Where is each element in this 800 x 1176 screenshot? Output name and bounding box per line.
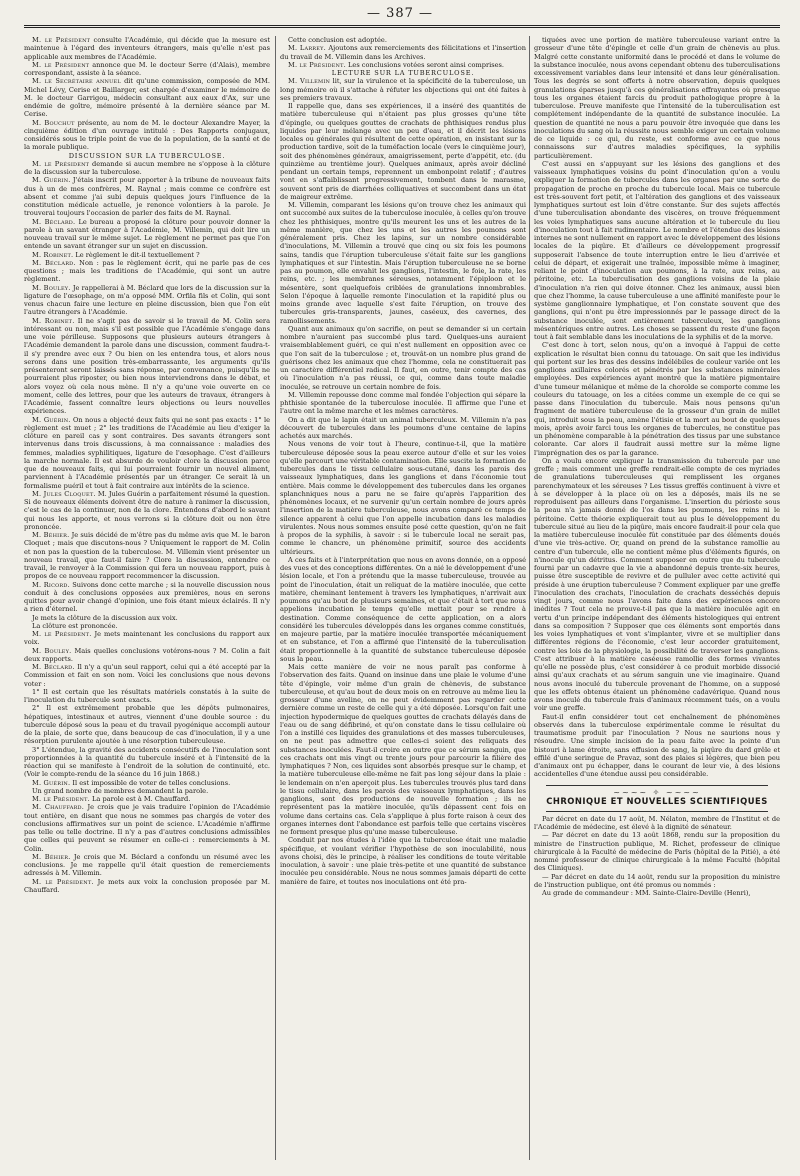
paragraph-text: Quant aux animaux qu'on sacrifie, on peut se demander si un certain nombre n'auraient pas succombé plus tard. Quelques-uns auraient vraisemblablement guéri, ce qui n'est nullement en opposition avec ce que l'on sait de la tuberculose ; et, trouvât-on un nombre plus grand de guérisons chez les animaux que chez l'homme, cela ne constituerait pas un caractère différentiel radical. Il faut, en outre, tenir compte des cas où l'inoculation n'a pas réussi, ce qui, comme dans toute maladie inoculée, se retrouve un certain nombre de fois. — [280, 324, 526, 391]
speaker-name: M. Béclard. — [32, 217, 76, 226]
paragraph-text: C'est aussi en s'appuyant sur les lésions des ganglions et des vaisseaux lymphatiques voisins du point d'inoculation qu'on a voulu expliquer la formation de tubercules dans les organes par une sorte de propagation de proche en proche du tubercule local. Mais ce tubercule est très-souvent fort petit, et l'altération des ganglions et des vaisseaux lymphatiques surtout est loin d'être constante. Sur des sujets affectés d'une tuberculisation abondante des viscères, on trouve fréquemment les voies lymphatiques sans aucune altération et le tubercule du lieu d'inoculation tout à fait rudimentaire. Le nombre et l'étendue des lésions internes ne sont nullement en rapport avec le développement des lésions locales de la piqûre. Et d'ailleurs ce développement progressif supposerait l'absence de toute interruption entre le lieu d'arrivée et celui de départ, et exigerait une traînée, impossible même à imaginer, reliant le point d'inoculation aux poumons, à la rate, aux reins, au péritoine, etc. La tuberculisation des ganglions voisins de la plaie d'inoculation n'a rien qui doive étonner. Chez les animaux, aussi bien que chez l'homme, la cause tuberculeuse a une affinité manifeste pour le système ganglionnaire lymphatique, et l'on constate souvent que des ganglions, qui n'ont pu être impressionnés par le passage direct de la substance inoculée, sont entièrement tuberculeux, les ganglions mésentériques entre autres. Les choses se passent du reste d'une façon tout à fait semblable dans les inoculations de la syphilis et de la morve. — [534, 159, 780, 341]
paragraph — [24, 160, 270, 177]
paragraph-text: 3° L'étendue, la gravité des accidents consécutifs de l'inoculation sont proportionnées à la quantité du tubercule inséré et à l'intensité de la réaction qui se manifeste à l'endroit de la solution de continuité, etc. (Voir le compte-rendu de la séance du 16 juin 1868.) — [24, 745, 270, 779]
paragraph-text: Le règlement le dit-il textuellement ? — [73, 250, 200, 259]
paragraph — [24, 77, 270, 118]
speaker-name: M. Béclard. — [32, 663, 75, 671]
speaker-name: M. Bouley. — [32, 646, 72, 655]
page-number: — 387 — — [366, 6, 434, 21]
paragraph-text: M. Jules Guérin a parfaitement résumé la question. Si de nouveaux éléments doivent être de nature à ranimer la discussion, c'est le cas de la continuer, non de la clore. Entendons d'abord le savant qui nous les apporte, et nous verrons si la clôture doit ou non être prononcée. — [24, 489, 270, 531]
speaker-name: M. Villemin — [288, 77, 331, 86]
paragraph — [24, 218, 270, 251]
speaker-name: M. Béhier. — [32, 531, 70, 539]
speaker-name: M. le Secrétaire annuel — [32, 77, 121, 86]
paragraph-text: lit, sur la virulence et la spécificité de la tuberculose, un long mémoire où il s'attache à réfuter les objections qui ont été faites à ses premiers travaux. — [280, 77, 526, 102]
paragraph-text: Mais quelles conclusions votérons-nous ? M. Colin a fait deux rapports. — [24, 646, 270, 663]
paragraph-text: Au grade de commandeur : MM. Sainte-Claire-Deville (Henri), — [542, 889, 751, 897]
paragraph-text: Je suis décidé de m'être pas du même avis que M. le baron Cloquet ; mais que discutons-nous ? Uniquement le rapport de M. Colin et non pas la question de la tuberculose. M. Villemin vient présenter un nouveau travail, que faut-il faire ? Clore la discussion, entendre ce travail, le renvoyer à la Commission qui fera un nouveau rapport, puis à propos de ce nouveau rapport recommencer la discussion. — [24, 531, 270, 581]
column-right — [534, 36, 780, 1160]
paragraph-text: Les conclusions votées seront ainsi comprises. — [345, 60, 505, 69]
paragraph — [280, 836, 526, 886]
paragraph-text: Je rappellerai à M. Béclard que lors de la discussion sur la ligature de l'œsophage, on m'a opposé MM. Orfila fils et Colin, qui sont venus chacun faire une lecture en pleine discussion, bien que l'on eût l'autre étrangers à l'Académie. — [24, 283, 270, 317]
paragraph-text: C'est donc à tort, selon nous, qu'on a invoqué à l'appui de cette explication le résultat bien connu du tatouage. On sait que les individus qui portent sur les bras des dessins indélébiles de couleur variée ont les ganglions axillaires colorés et pénétrés par les substances minérales employées. Des expériences ayant montré que la matière pigmentaire d'une tumeur mélanique et même de la chorolde se comporte comme les couleurs du tatouage, on les a citées comme un exemple de ce qui se passe dans l'inoculation du tubercule. Mais nous pensons qu'un fragment de matière tuberculeuse de la grosseur d'un grain de millet qui, introduit sous la peau, amène l'étisie et la mort au bout de quelques mois, après avoir farci tous les organes de tubercules, ne constitue pas un phénomène comparable à la pénétration des tissus par une substance colorante. Car alors il faudrait aussi mettre sur la même ligne l'imprégnation des os par la garance. — [534, 341, 780, 457]
paragraph-text: Il ne s'agit pas de savoir si le travail de M. Colin sera intéressant ou non, mais s'il est possible que l'Académie s'engage dans une voie périlleuse. Supposons que plusieurs auteurs étrangers à l'Académie demandent la parole dans une discussion, comment faudra-t-il s'y prendre avec eux ? Ou bien on les entendra tous, et alors nous serons dans une position très-embarrassante, les arguments qu'ils présenteront seront laissés sans réponse, par convenance, puisqu'ils ne pourraient plus riposter, ou bien nous interviendrons dans le débat, et alors voyez où cela nous mène. Il n'y a qu'une voie ouverte en ce moment, celle des lettres, pour que les auteurs de travaux, étrangers à l'Académie, fassent connaître leurs objections ou leurs nouvelles expériences. — [24, 316, 270, 416]
speaker-name: M. le Président — [32, 36, 91, 44]
paragraph — [24, 614, 270, 622]
paragraph-text: Il n'y a qu'un seul rapport, celui qui a été accepté par la Commission et fait en son nom. Voici les conclusions que nous devons voter : — [24, 663, 270, 688]
paragraph-text: Ajoutons aux remerciements des félicitations et l'insertion du travail de M. Villemin dans les Archives. — [280, 44, 526, 61]
paragraph-text: M. Villemin, comparant les lésions qu'on trouve chez les animaux qui ont succombé aux suites de la tuberculose inoculée, à celles qu'on trouve chez les phthisiques, montre qu'ils meurent les uns et les autres de la même manière, que chez les uns et les autres les poumons sont généralement pris. Chez les lapins, sur un nombre considérable d'inoculations, M. Villemin a trouvé que cinq ou six fois les poumons sains, tandis que l'éruption tuberculeuse s'était faite sur les ganglions lymphatiques et sur l'intestin. Mais l'éruption tuberculeuse ne se borne pas au poumon, elle envahit les ganglions, l'intestin, le foie, la rate, les reins, etc. ; les membranes séreuses, notamment l'épiploon et le mésentère, sont quelquefois criblées de granulations innombrables. Selon l'époque à laquelle remonte l'inoculation et la rapidité plus ou moins grande avec laquelle s'est faite l'éruption, on trouve des tubercules gris-transparents, jaunes, caséeux, des cavernes, des ramollissements. — [280, 201, 526, 325]
paragraph — [24, 704, 270, 745]
paragraph — [24, 622, 270, 630]
paragraph — [24, 853, 270, 878]
paragraph — [24, 416, 270, 490]
paragraph-text: La clôture est prononcée. — [32, 621, 118, 630]
paragraph-text: Je crois que je vais traduire l'opinion de l'Académie tout entière, en disant que nous ne sommes pas chargés de voter des conclusions affirmatives sur un point de science. L'Académie n'affirme pas telle ou telle doctrine. Il n'y a pas d'autres conclusions admissibles que celles qui peuvent se résumer en celle-ci : remerciements à M. Colin. — [24, 803, 270, 853]
paragraph — [534, 889, 780, 897]
paragraph-text: Mais cette manière de voir ne nous paraît pas conforme à l'observation des faits. Quand on insinue dans une plaie le volume d'une tête d'épingle, voir même d'un grain de chènevis, de substance tuberculeuse, et qu'au bout de deux mois on en retrouve au même lieu la grosseur d'une aveline, on ne peut évidemment pas regarder cette dernière comme un reste de celle qui y a été déposée. Lorsqu'on fait une injection hypodermique de quelques gouttes de crachats délayés dans de l'eau ou de sang défibriné, et qu'on constate dans le tissu cellulaire où l'on a instillé ces liquides des granulations et des masses tuberculeuses, on ne peut pas admettre que celles-ci soient des reliquats des substances inoculées. Faut-il croire en outre que ce sérum sanguin, que ces crachats ont mis vingt ou trente jours pour parcourir la filière des lymphatiques ? Non, ces liquides sont absorbés presque sur le champ, et la matière tuberculeuse elle-même ne fait pas long séjour dans la plaie : le lendemain on n'en aperçoit plus. Les tubercules trouvés plus tard dans le tissu cellulaire, dans les parois des vaisseaux lymphatiques, dans les ganglions, sont des productions de nouvelle formation ; ils ne représentent pas la matière inoculée, qu'ils dépassent cent fois en volume dans certains cas. Cela s'applique à plus forte raison à ceux des organes internes dont l'abondance est parfois telle que certains viscères ne forment presque plus qu'une masse tuberculeuse. — [280, 663, 526, 836]
paragraph — [280, 440, 526, 556]
paragraph — [280, 325, 526, 391]
paragraph — [534, 36, 780, 160]
paragraph-text: Par décret en date du 17 août, M. Nélaton, membre de l'Institut et de l'Académie de médecine, est élevé à la dignité de sénateur. — [534, 814, 780, 831]
section-heading: DISCUSSION SUR LA TUBERCULOSE. — [68, 151, 226, 160]
paragraph-text: Je mets maintenant les conclusions du rapport aux voix. — [24, 630, 270, 647]
paragraph — [24, 317, 270, 416]
paragraph-text: Il rappelle que, dans ses expériences, il a inséré des quantités de matière tuberculeuse qui n'étaient pas plus grosses qu'une tête d'épingle, ou quelques gouttes de crachats de phthisiques rendus plus liquides par leur mélange avec un peu d'eau, et il décrit les lésions locales ou générales qui résultent de cette opération, en insistant sur la production tardive, soit de la tuméfaction locale (vers le cinquième jour), soit des phénomènes généraux, amaigrissement, perte d'appétit, etc. (du quinzième au trentième jour). Quelques animaux, après avoir décliné pendant un certain temps, reprennent un embonpoint relatif ; d'autres vont en s'affaiblissant progressivement, tombent dans le marasme, souvent sont pris de diarrhées colliquatives et succombent dans un état de maigreur extrême. — [280, 102, 526, 201]
paragraph — [24, 490, 270, 531]
paragraph-text: présente, au nom de M. le docteur Alexandre Mayer, la cinquième édition d'un ouvrage intitulé : Des Rapports conjugaux, considérés sous le triple point de vue de la population, de la santé et de la morale publique. — [24, 118, 270, 152]
paragraph — [24, 119, 270, 152]
section-rule — [546, 785, 768, 786]
column-left — [24, 36, 270, 1160]
column-divider — [529, 36, 530, 1160]
chronicle-rule — [546, 811, 768, 812]
paragraph — [280, 77, 526, 102]
paragraph — [24, 531, 270, 581]
paragraph-text: annonce que M. le docteur Serre (d'Alais), membre correspondant, assiste à la séance. — [24, 60, 270, 77]
speaker-name: M. le Président. — [32, 630, 92, 638]
paragraph-text: On a dit que le lapin était un animal tuberculeux. M. Villemin n'a pas découvert de tubercules dans les poumons d'une centaine de lapins achetés aux marchés. — [280, 415, 526, 440]
paragraph-text: On nous a objecté deux faits qui ne sont pas exacts : 1° le règlement est muet ; 2° les traditions de l'Académie au lieu d'exiger la clôture en pareil cas y sont contraires. Des savants étrangers sont intervenus dans trois discussions, à ma connaissance : maladies des femmes, maladies syphilitiques, ligature de l'œsophage. C'est d'ailleurs la marche normale. Il est absurde de vouloir clore la discussion parce que de nouveaux faits, qui lui pourraient fournir un nouvel aliment, parviennent à l'Académie présentés par un étranger. Ce serait là un formalisme puéril et tout à fait contraire aux intérêts de la science. — [24, 415, 270, 490]
paragraph-text: demande si aucun membre ne s'oppose à la clôture de la discussion sur la tuberculose. — [24, 159, 270, 176]
column-middle — [280, 36, 526, 1160]
paragraph-text: La parole est à M. Chauffard. — [89, 795, 191, 803]
section-heading: LECTURE SUR LA TUBERCULOSE. — [331, 69, 475, 77]
paragraph-text: tiquées avec une portion de matière tuberculeuse variant entre la grosseur d'une tête d'épingle et celle d'un grain de chènevis au plus. Malgré cette constante uniformité dans le procédé et dans le volume de la substance inoculée, nous avons cependant obtenu des tuberculisations excessivement variables dans leur intensité et dans leur généralisation. Tous les degrés se sont offerts à notre observation, depuis quelques granulations éparses jusqu'à ces généralisations effrayantes où presque tous les organes étaient farcis du produit pathologique propre à la tuberculose. Preuve manifeste que l'intensité de la tuberculisation est complétement indépendante de la quantité de substance inoculée. La question de quantité ne nous a paru pouvoir être invoquée que dans les inoculations du sang où la réussite nous semble exiger un certain volume de ce liquide : ce qui, du reste, est conforme avec ce que nous connaissons sur d'autres maladies spécifiques, la syphilis particulièrement. — [534, 36, 780, 160]
paragraph-text: On a voulu encore expliquer la transmission du tubercule par une greffe ; mais comment une greffe rendrait-elle compte de ces myriades de granulations tuberculeuses qui remplissent les organes parenchymateux et les séreuses ? Les tissus greffés continuent à vivre et à se développer à la place où on les a déposés, mais ils ne se reproduisent pas ailleurs dans l'organisme. L'insertion du périoste sous la peau n'a jamais donné de l'os dans les poumons, les reins ni le péritoine. Cette théorie expliquerait tout au plus le développement du tubercule situé au lieu de la piqûre, mais encore faudrait-il pour cela que la matière tuberculeuse inoculée fût constituée par des éléments doués d'une vie très-active. Or, quand on prend de la substance ramollie au centre d'un tubercule, elle ne contient même plus d'éléments figurés, on n'inocule qu'un détritus. Comment supposer en outre que du tubercule fourni par un cadavre que la vie a abandonné depuis trente-six heures, puisse être susceptible de revivre et de pulluler avec cette activité qui préside à une éruption tuberculeuse ? Comment expliquer par une greffe l'inoculation des crachats, l'inoculation de crachats desséchés depuis vingt jours, comme nous l'avons faite dans des expériences encore inédites ? Tout cela ne prouve-t-il pas que la matière inoculée agit en vertu d'un principe indépendant des éléments histologiques qui entrent dans sa composition ? Supposer que ces éléments sont emportés dans les voies lymphatiques et vont s'implanter, vivre et se multiplier dans différentes régions de l'économie, c'est leur accorder gratuitement, contre les lois de la physiologie, la possibilité de traverser les ganglions. C'est attribuer à la matière caséeuse ramollie des formes vivantes qu'elle ne possède plus, c'est considérer à ce produit morbide dissocié ainsi qu'aux crachats et au sérum sanguin une vie imaginaire. Quand nous avons inoculé du tubercule provenant de l'homme, on a supposé que les effets obtenus étaient un phénomène cadavérique. Quand nous avons inoculé du tubercule frais d'animaux récemment tués, on a voulu voir une greffe. — [534, 456, 780, 713]
paragraph-text: Cette conclusion est adoptée. — [288, 36, 387, 44]
speaker-name: M. Guérin. — [32, 176, 71, 185]
paragraph-text: Le bureau a proposé la clôture pour pouvoir donner la parole à un savant étranger à l'Académie, M. Villemin, qui doit lire un nouveau travail sur le même sujet. Le règlement ne permet pas que l'on entende un savant étranger sur un sujet en discussion. — [24, 217, 270, 251]
paragraph — [24, 176, 270, 217]
paragraph-text: dit qu'une commission, composée de MM. Michel Lévy, Cerise et Baillarger, est chargée d'examiner le mémoire de M. le docteur Garrigou, médecin consultant aux eaux d'Ax, sur une endémie de goître, mémoire présenté à la dernière séance par M. Cerise. — [24, 77, 270, 119]
speaker-name: M. Guérin. — [32, 415, 71, 424]
paragraph-text: M. Villemin repousse donc comme mal fondée l'objection qui sépare la phthisie spontanée de la tuberculose inoculée. Il affirme que l'une et l'autre ont la même marche et les mêmes caractères. — [280, 390, 526, 416]
paragraph — [534, 831, 780, 872]
column-divider — [275, 36, 276, 1160]
paragraph-text: Non : pas le règlement écrit, qui ne parle pas de ces questions ; mais les traditions de l'Académie, qui sont un autre règlement. — [24, 258, 270, 284]
paragraph — [24, 36, 270, 61]
paragraph-text: Conduit par nos études à l'idée que la tuberculose était une maladie spécifique, et voulant vérifier l'hypothèse de son inoculabilité, nous avons choisi, dès le principe, à réaliser les conditions de toute véritable inoculation, à savoir : une plaie très-petite et une quantité de substance inoculée peu considérable. Nous ne nous sommes jamais départi de cette manière de faire, et toutes nos inoculations ont été pra- — [280, 836, 526, 886]
paragraph — [280, 663, 526, 836]
paragraph — [280, 36, 526, 44]
header-rule — [24, 25, 780, 28]
paragraph — [24, 795, 270, 803]
ornament-divider: ~~~~ ✧ ~~~~ — [613, 787, 701, 797]
paragraph-text: — Par décret en date du 13 août 1868, rendu sur la proposition du ministre de l'instruction publique, M. Richet, professeur de clinique chirurgicale à la Faculté de médecine de Paris (hôpital de la Pitié), a été nommé professeur de clinique chirurgicale à la même Faculté (hôpital des Cliniques). — [534, 831, 780, 873]
speaker-name: M. le Président. — [288, 60, 346, 69]
speaker-name: M. le Président. — [32, 877, 94, 886]
paragraph — [24, 251, 270, 259]
paragraph — [280, 556, 526, 663]
paragraph — [24, 746, 270, 779]
paragraph — [534, 160, 780, 342]
paragraph-text: — Par décret en date du 14 août, rendu sur la proposition du ministre de l'instruction publique, ont été promus ou nommés : — [534, 872, 780, 889]
paragraph — [534, 341, 780, 457]
speaker-name: M. Bouley. — [32, 283, 71, 292]
paragraph — [24, 878, 270, 895]
speaker-name: M. Robinet. — [32, 316, 75, 325]
speaker-name: M. Béclard. — [32, 258, 76, 267]
paragraph — [534, 457, 780, 713]
paragraph — [24, 284, 270, 317]
speaker-name: M. Guérin. — [32, 778, 71, 787]
paragraph-text: Je crois que M. Béclard a confondu un résumé avec les conclusions. Je me rappelle qu'il était question de remerciements adressés à M. Villemin. — [24, 852, 270, 878]
paragraph-text: Nous venons de voir tout à l'heure, continue-t-il, que la matière tuberculeuse déposée sous la peau exerce autour d'elle et sur les voies qu'elle parcourt une véritable contamination. Elle suscite la formation de tubercules dans le tissu cellulaire sous-cutané, dans les parois des vaisseaux lymphatiques, dans les ganglions et dans l'économie tout entière. Mais comme le développement des tubercules dans les organes splanchniques nous a paru ne se faire qu'après l'apparition des phénomènes locaux, et ne survenir qu'un certain nombre de jours après l'insertion de la matière tuberculeuse, nous avons comparé ce temps de silence apparent à celui que l'on appelle incubation dans les maladies virulentes. Nous nous sommes ensuite posé cette question, qu'on ne fait à propos de la syphilis, à savoir : si le tubercule local ne serait pas, comme le chancre, un phénomène primitif, source des accidents ultérieurs. — [280, 440, 526, 556]
speaker-name: M. le Président — [32, 159, 90, 168]
paragraph — [280, 44, 526, 61]
speaker-name: M. Ricord. — [32, 580, 70, 589]
paragraph — [280, 102, 526, 201]
paragraph — [534, 713, 780, 779]
paragraph-text: Faut-il enfin considérer tout cet enchaînement de phénomènes observés dans la tuberculose expérimentale comme le résultat du traumatisme produit par l'inoculation ? Nous ne saurions nous y résoudre. Une simple incision de la peau faite avec la pointe d'un bistouri à lame étroite, sans effusion de sang, la piqûre du dard grêle et effilé d'une seringue de Pravaz, sont des plaies si légères, que bien peu d'animaux ont pu échapper, dans le courant de leur vie, à des lésions accidentelles d'une étendue aussi peu considérable. — [534, 712, 780, 779]
speaker-name: M. Béhier. — [32, 852, 71, 861]
paragraph-text: 1° Il est certain que les résultats matériels constatés à la suite de l'inoculation du tubercule sont exacts. — [24, 687, 270, 704]
paragraph — [24, 647, 270, 664]
paragraph — [534, 873, 780, 890]
paragraph — [24, 663, 270, 688]
paragraph — [280, 391, 526, 416]
paragraph — [24, 688, 270, 705]
paragraph — [24, 787, 270, 795]
paragraph — [534, 815, 780, 832]
speaker-name: M. Robinet. — [32, 250, 74, 259]
paragraph-text: Il est impossible de voter de telles conclusions. — [70, 778, 231, 787]
paragraph-text: Suivons donc cette marche ; si la nouvelle discussion nous conduit à des conclusions opposées aux premières, nous en serons quittes pour avoir changé d'opinion, une fois étant mieux éclairés. Il n'y a rien d'éternel. — [24, 580, 270, 614]
paragraph-text: A ces faits et à l'interprétation que nous en avons donnée, on a opposé des vues et des conceptions différentes. On a nié le développement d'une lésion locale, et l'on a prétendu que la masse tuberculeuse, trouvée au point de l'inoculation, était un reliquat de la matière inoculée, que cette matière, cheminant lentement à travers les lymphatiques, n'arrivait aux poumons qu'au bout de plusieurs semaines, et que c'était à tort que nous appelions incubation le temps qu'elle mettait pour se rendre à destination. Comme conséquence de cette application, on a alors considéré les tubercules développés dans les organes comme constitués, en majeure partie, par la matière inoculée transportée mécaniquement et en substance, et l'on a affirmé que l'intensité de la tuberculisation était proportionnelle à la quantité de substance tuberculeuse déposée sous la peau. — [280, 555, 526, 663]
paragraph — [24, 61, 270, 78]
paragraph — [280, 61, 526, 69]
speaker-name: M. Larrey. — [288, 44, 326, 53]
paragraph — [24, 803, 270, 853]
paragraph-text: consulte l'Académie, qui décide que la mesure est maintenue à l'égard des inventeurs étrangers, mais qu'elle n'est pas applicable aux membres de l'Académie. — [24, 36, 270, 61]
speaker-name: M. Chauffard. — [32, 803, 85, 812]
speaker-name: M. le Président. — [32, 795, 90, 803]
paragraph-text: J'étais inscrit pour apporter à la tribune de nouveaux faits dus à un de mes confrères, M. Raynal ; mais comme ce confrère est absent et comme j'ai subi depuis quelques jours l'influence de la constitution médicale actuelle, je renonce volontiers à la parole. Je trouverai toujours l'occasion de parler des faits de M. Raynal. — [24, 176, 270, 218]
paragraph — [24, 779, 270, 787]
paragraph — [280, 416, 526, 441]
speaker-name: M. Bouchut — [32, 118, 75, 127]
paragraph — [280, 201, 526, 325]
paragraph-text: 2° Il est extrêmement probable que les dépôts pulmonaires, hépatiques, intestinaux et autres, viennent d'une double source : du tubercule déposé sous la peau et du travail pyogénique accompli autour de la plaie, de sorte que, dans beaucoup de cas d'inoculation, il y a une résorption purulente ajoutée à une résorption tuberculeuse. — [24, 704, 270, 746]
paragraph-text: Un grand nombre de membres demandent la parole. — [32, 786, 209, 795]
chronicle-heading: CHRONIQUE ET NOUVELLES SCIENTIFIQUES — [546, 795, 768, 806]
speaker-name: M. le Président — [32, 60, 90, 69]
paragraph — [24, 259, 270, 284]
paragraph-text: Je mets aux voix la conclusion proposée par M. Chauffard. — [24, 877, 270, 894]
speaker-name: M. Jules Cloquet. — [32, 489, 96, 498]
paragraph — [24, 630, 270, 647]
paragraph — [24, 581, 270, 614]
paragraph-text: Je mets la clôture de la discussion aux voix. — [32, 613, 178, 622]
